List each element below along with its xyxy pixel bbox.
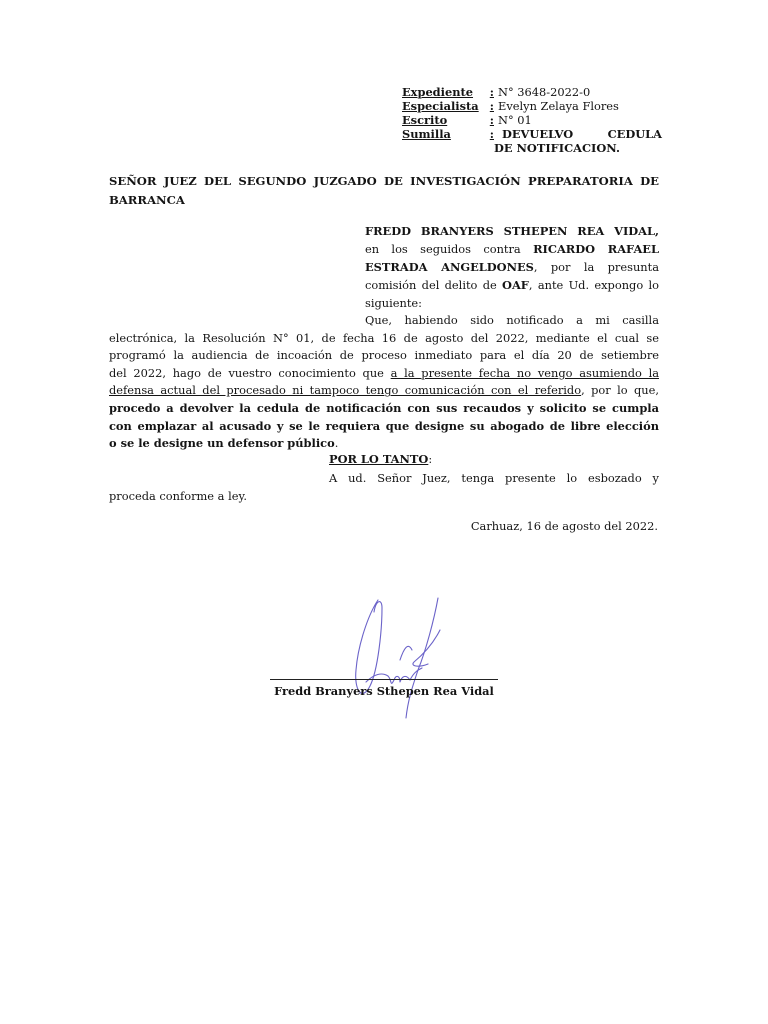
header-key: Expediente: [402, 85, 474, 99]
underlined-text: a la presente fecha no vengo asumiendo la: [390, 365, 659, 380]
party-intro: [365, 222, 659, 312]
sumilla-line-2: DE NOTIFICACION.: [494, 141, 620, 155]
party-text: [365, 240, 659, 312]
header-row-escrito: [402, 113, 662, 127]
place-date: Carhuaz, 16 de agosto del 2022.: [470, 519, 658, 533]
body-line: Que, habiendo sido notificado a mi casilla: [365, 313, 659, 327]
closing-line-1: A ud. Señor Juez, tenga presente lo esbozado y: [329, 471, 659, 485]
body-text: del 2022, hago de vuestro conocimiento que: [109, 365, 391, 380]
body-text: , por lo que,: [581, 383, 660, 398]
request-text: o se le designe un defensor público: [109, 436, 335, 451]
request-line: [109, 435, 659, 453]
party-text-1: en los seguidos contra: [365, 242, 534, 256]
body-paragraph: [109, 312, 659, 453]
handwritten-signature: [330, 590, 480, 730]
underlined-text: defensa actual del procesado ni tampoco tengo comunicación con el referido: [109, 383, 582, 398]
header-key: Especialista: [402, 99, 479, 113]
header-value: N° 01: [498, 113, 532, 127]
defendant-name: RICARDO RAFAEL ESTRADA ANGELDONES: [365, 242, 659, 274]
por-lo-tanto: [329, 452, 432, 466]
crime-name: OAF: [502, 278, 529, 292]
addressee: SEÑOR JUEZ DEL SEGUNDO JUZGADO DE INVESTIGACIÓN PREPARATORIA DE BARRANCA: [109, 174, 659, 207]
header-value: Evelyn Zelaya Flores: [498, 99, 619, 113]
header-key: Sumilla: [402, 127, 451, 141]
closing-line-2: proceda conforme a ley.: [109, 489, 248, 503]
header-key: Escrito: [402, 113, 448, 127]
signature-line: [270, 679, 498, 680]
body-line: [109, 365, 659, 383]
sumilla-line-1: DEVUELVO CEDULA: [502, 127, 662, 141]
header-value: N° 3648-2022-0: [498, 85, 591, 99]
party-text-3: , ante Ud. expongo lo siguiente:: [365, 278, 659, 310]
header-sep: :: [489, 99, 494, 113]
header-row-expediente: [402, 85, 662, 99]
header-sep: :: [489, 113, 494, 127]
request-line: procedo a devolver la cedula de notificación con sus recaudos y solicito se cumpla: [109, 400, 659, 415]
tanto-colon: :: [428, 452, 433, 466]
period: .: [334, 436, 339, 451]
closing-paragraph: [109, 469, 659, 505]
header-row-especialista: [402, 99, 662, 113]
request-line: con emplazar al acusado y se le requiera que designe su abogado de libre elección: [109, 418, 659, 433]
signer-name: Fredd Branyers Sthepen Rea Vidal: [274, 684, 494, 698]
header-row-sumilla: [402, 127, 662, 141]
body-line: programó la audiencia de incoación de proceso inmediato para el día 20 de setiembre: [109, 348, 659, 363]
tanto-label: POR LO TANTO: [329, 452, 429, 466]
party-name: FREDD BRANYERS STHEPEN REA VIDAL,: [365, 224, 659, 238]
body-line: electrónica, la Resolución N° 01, de fecha 16 de agosto del 2022, mediante el cual se: [109, 330, 659, 345]
body-line: [109, 382, 659, 400]
case-header: [402, 85, 662, 155]
party-text-2: , por la presunta comisión del delito de: [365, 260, 659, 292]
header-sep: :: [489, 85, 494, 99]
header-sep: :: [489, 127, 494, 141]
